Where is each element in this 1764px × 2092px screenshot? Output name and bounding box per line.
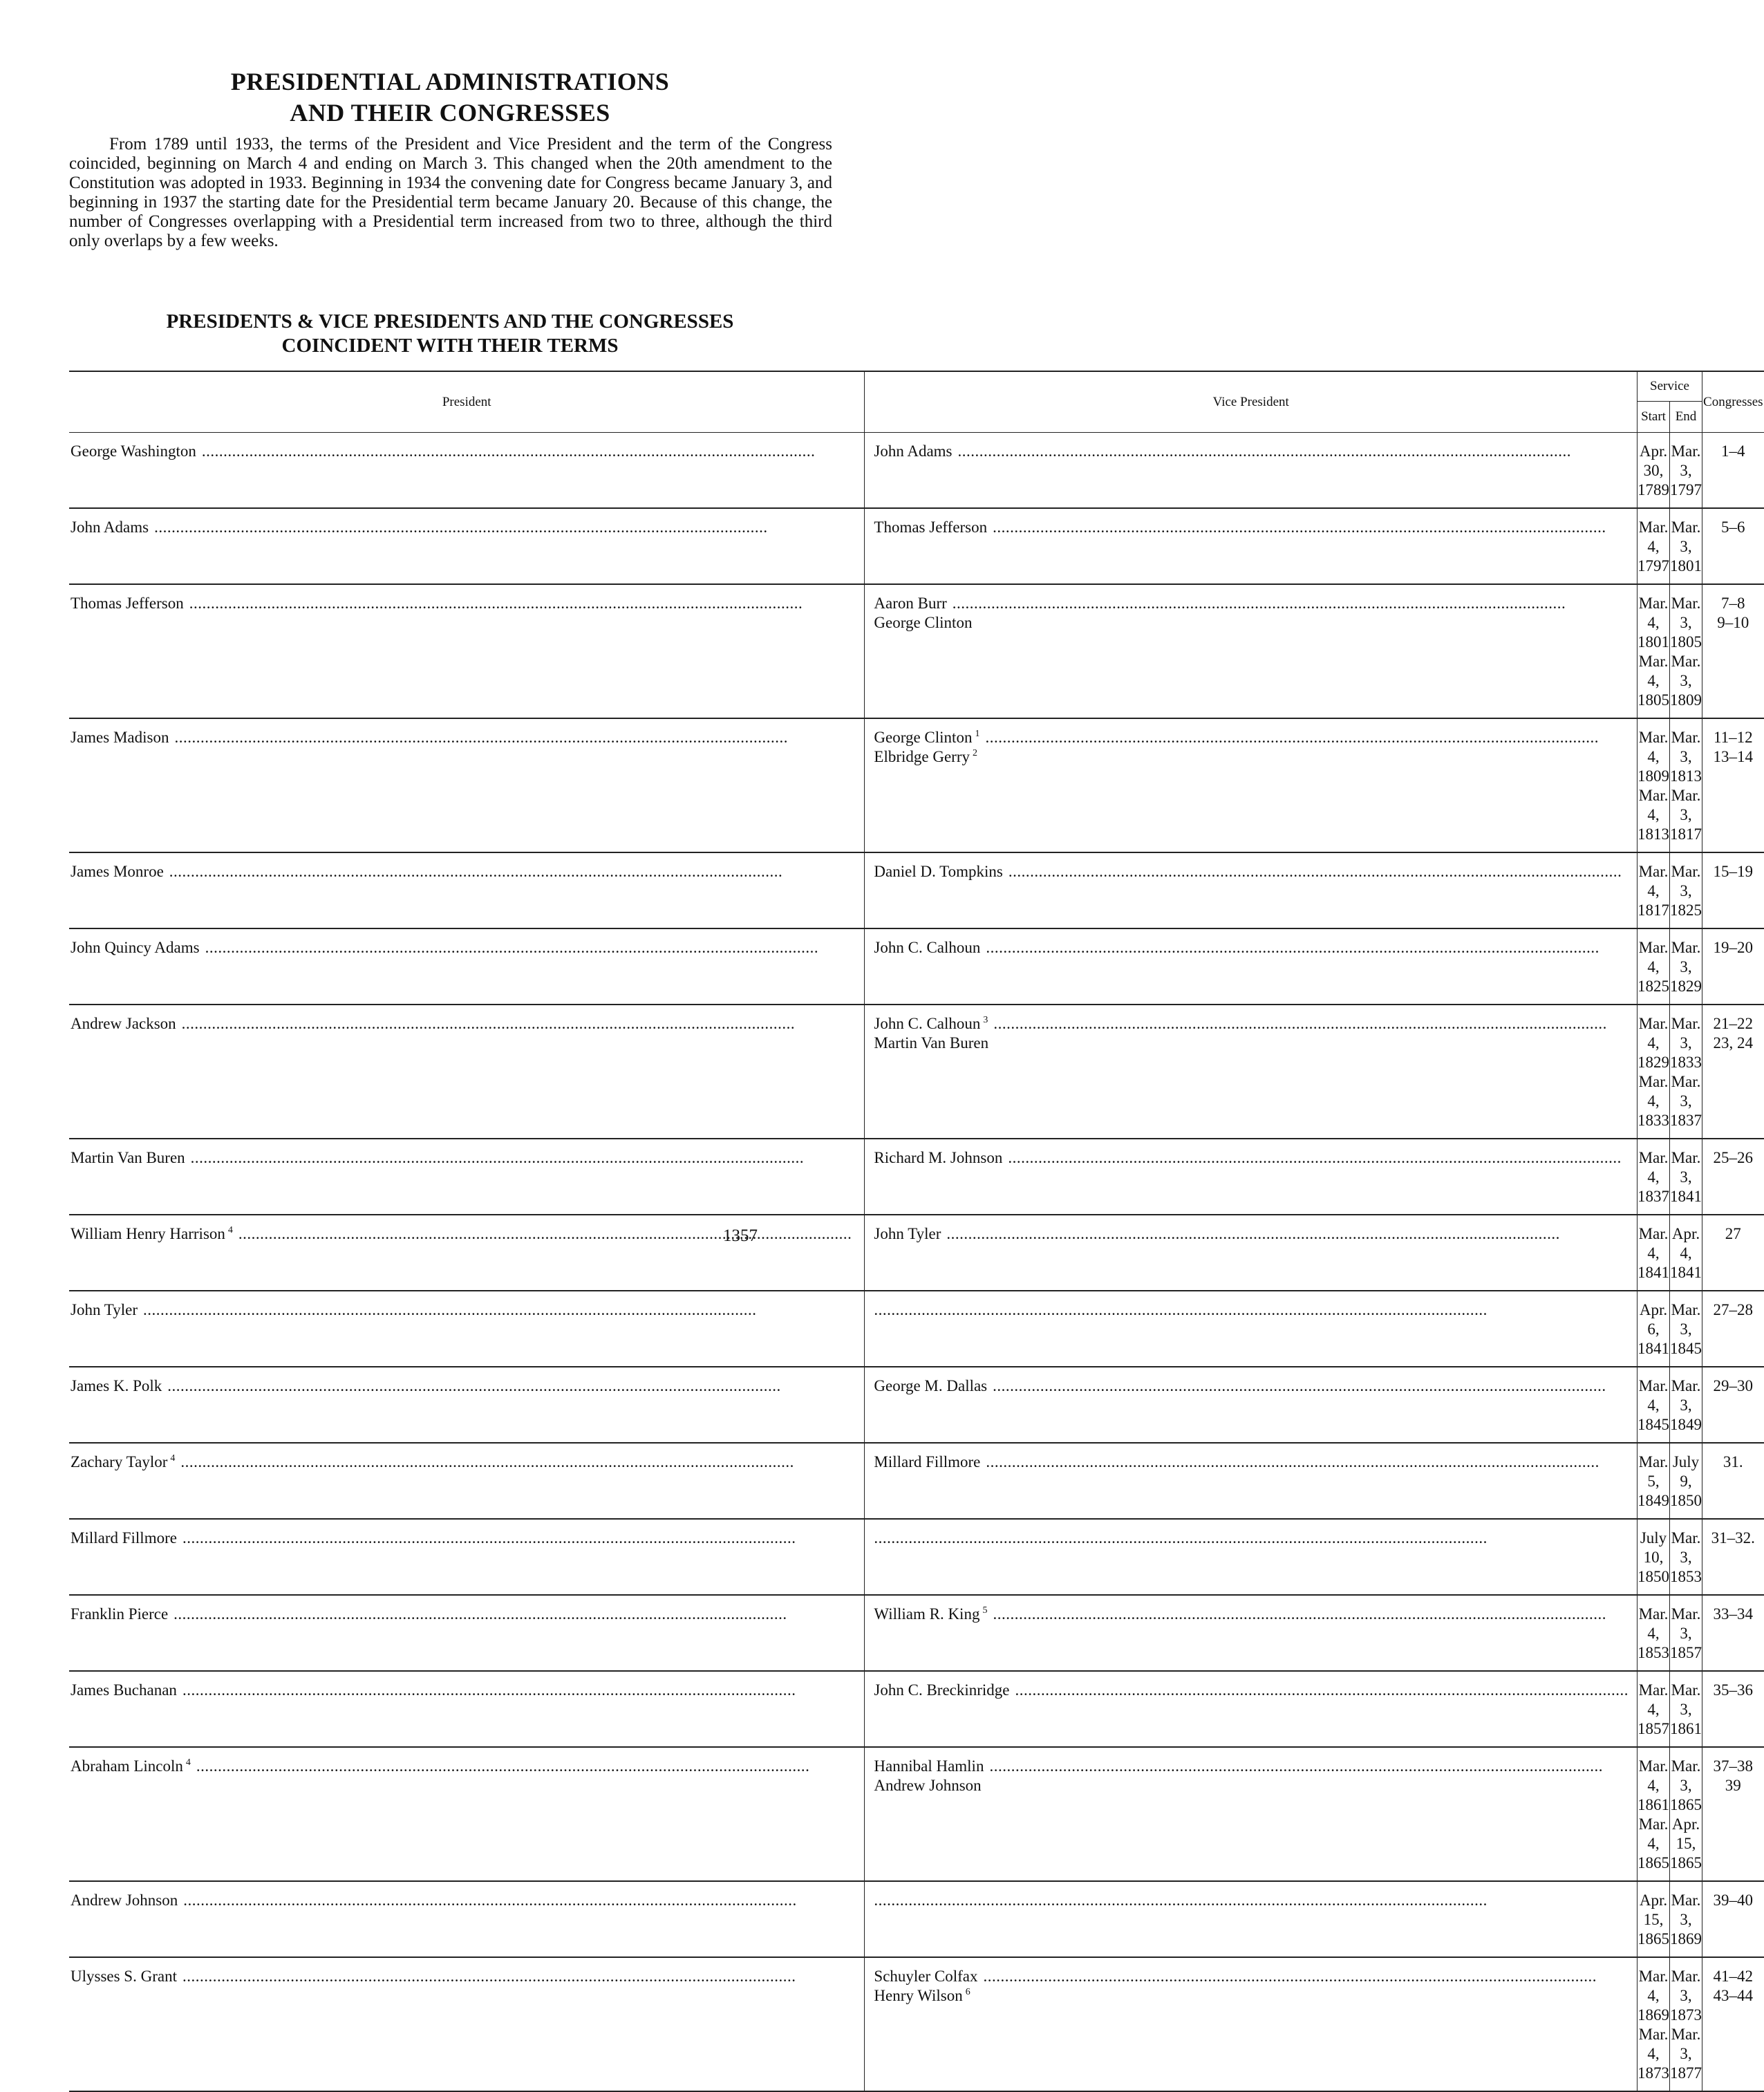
dot-leader [182, 1967, 852, 1986]
president-name: Andrew Jackson [71, 1015, 176, 1032]
end-date: Mar. 3, 1813 [1670, 729, 1702, 785]
vice-president-line [874, 938, 1629, 958]
president-cell [69, 1139, 865, 1215]
end-date: Mar. 3, 1801 [1670, 519, 1702, 575]
start-date: Mar. 4, 1845 [1638, 1377, 1670, 1433]
table-row [69, 1215, 1764, 1291]
end-date: Mar. 3, 1849 [1670, 1377, 1702, 1433]
administrations-body [69, 433, 1764, 2092]
vice-president-line [874, 1148, 1629, 1168]
president-cell [69, 1747, 865, 1881]
page-title-line: PRESIDENTIAL ADMINISTRATIONS [230, 68, 670, 95]
service-end-cell [1670, 852, 1702, 928]
congress-range: 19–20 [1713, 939, 1754, 956]
end-date: Mar. 3, 1853 [1670, 1529, 1702, 1585]
congresses-cell [1702, 584, 1764, 718]
table-row [69, 1367, 1764, 1443]
service-start-cell [1638, 1443, 1670, 1519]
president-cell [69, 852, 865, 928]
vice-president-cell [865, 1595, 1638, 1671]
dot-leader [182, 1014, 852, 1034]
service-start-cell [1638, 1005, 1670, 1139]
vice-president-cell [865, 1005, 1638, 1139]
start-date: Mar. 4, 1797 [1638, 519, 1670, 575]
service-start-cell [1638, 928, 1670, 1005]
congress-range: 39 [1725, 1777, 1741, 1794]
dot-leader [183, 1891, 852, 1910]
congresses-cell [1702, 1881, 1764, 1957]
service-end-cell [1670, 1671, 1702, 1747]
start-date: Mar. 4, 1801 [1638, 595, 1670, 651]
vice-president-line [874, 1605, 1629, 1624]
president-cell [69, 433, 865, 509]
vice-president-name: Andrew Johnson [874, 1777, 982, 1794]
footnote-marker: 2 [973, 748, 977, 758]
end-date: Mar. 3, 1869 [1670, 1892, 1702, 1948]
service-start-cell [1638, 1367, 1670, 1443]
vice-president-line [874, 1529, 1629, 1548]
dot-leader [874, 1300, 1629, 1320]
end-date: Mar. 3, 1833 [1670, 1015, 1702, 1071]
start-date: Mar. 4, 1865 [1638, 1815, 1670, 1871]
vice-president-name: John Tyler [874, 1225, 941, 1242]
table-row [69, 718, 1764, 852]
vice-president-name: Schuyler Colfax [874, 1968, 978, 1985]
table-row [69, 852, 1764, 928]
vice-president-name: Richard M. Johnson [874, 1149, 1003, 1166]
vice-president-name: George M. Dallas [874, 1377, 988, 1394]
page-number: 1357 [723, 1226, 758, 1245]
congress-range: 1–4 [1721, 442, 1745, 460]
page-title [0, 66, 900, 129]
vice-president-line [874, 613, 1629, 633]
vice-president-line [874, 747, 1629, 767]
service-end-cell [1670, 1443, 1702, 1519]
end-date: Mar. 3, 1873 [1670, 1968, 1702, 2024]
service-start-cell [1638, 1881, 1670, 1957]
end-date: Mar. 3, 1829 [1670, 939, 1702, 995]
congress-range: 27 [1725, 1225, 1741, 1242]
vice-president-name: John C. Calhoun [874, 1015, 981, 1032]
table-row [69, 1747, 1764, 1881]
service-start-cell [1638, 584, 1670, 718]
table-row [69, 508, 1764, 584]
president-name: Franklin Pierce [71, 1605, 169, 1623]
footnote-marker: 1 [975, 729, 980, 739]
service-end-cell [1670, 1595, 1702, 1671]
dot-leader [174, 728, 852, 747]
dot-leader [993, 1605, 1629, 1624]
header-service: Service [1638, 371, 1702, 402]
congresses-cell [1702, 718, 1764, 852]
end-date: Mar. 3, 1809 [1670, 653, 1702, 709]
end-date: Mar. 3, 1845 [1670, 1301, 1702, 1357]
president-name: William Henry Harrison [71, 1225, 225, 1242]
congress-range: 25–26 [1713, 1149, 1754, 1166]
table-row [69, 1139, 1764, 1215]
dot-leader [984, 1967, 1629, 1986]
vice-president-cell [865, 1747, 1638, 1881]
service-end-cell [1670, 718, 1702, 852]
congresses-cell [1702, 1957, 1764, 2091]
service-start-cell [1638, 508, 1670, 584]
congress-range: 15–19 [1713, 863, 1754, 880]
service-start-cell [1638, 852, 1670, 928]
start-date: Mar. 4, 1805 [1638, 653, 1670, 709]
start-date: Mar. 4, 1817 [1638, 863, 1670, 919]
vice-president-line [874, 862, 1629, 881]
table-row [69, 1671, 1764, 1747]
service-start-cell [1638, 1747, 1670, 1881]
end-date: Mar. 3, 1877 [1670, 2026, 1702, 2082]
dot-leader [143, 1300, 852, 1320]
vice-president-cell [865, 718, 1638, 852]
president-name: George Washington [71, 442, 196, 460]
vice-president-name: Daniel D. Tompkins [874, 863, 1003, 880]
president-name: John Adams [71, 519, 149, 536]
footnote-marker: 4 [227, 1225, 233, 1235]
dot-leader [180, 1453, 852, 1472]
end-date: Apr. 4, 1841 [1670, 1225, 1702, 1281]
congress-range: 27–28 [1713, 1301, 1754, 1318]
service-end-cell [1670, 1215, 1702, 1291]
congresses-cell [1702, 1443, 1764, 1519]
president-name: James Buchanan [71, 1681, 177, 1699]
service-start-cell [1638, 1139, 1670, 1215]
congress-range: 23, 24 [1713, 1034, 1754, 1052]
service-end-cell [1670, 1139, 1702, 1215]
dot-leader [173, 1605, 852, 1624]
dot-leader [953, 594, 1629, 613]
vice-president-line [874, 1986, 1629, 2006]
dot-leader [993, 1376, 1629, 1396]
president-cell [69, 508, 865, 584]
start-date: Mar. 4, 1873 [1638, 2026, 1670, 2082]
dot-leader [182, 1529, 852, 1548]
start-date: Mar. 4, 1841 [1638, 1225, 1670, 1281]
president-name: Ulysses S. Grant [71, 1968, 177, 1985]
service-start-cell [1638, 1595, 1670, 1671]
table-row [69, 433, 1764, 509]
page-title-line: AND THEIR CONGRESSES [290, 99, 610, 127]
vice-president-name: John C. Calhoun [874, 939, 981, 956]
end-date: Mar. 3, 1817 [1670, 787, 1702, 843]
start-date: July 10, 1850 [1638, 1529, 1670, 1585]
table-row [69, 1881, 1764, 1957]
vice-president-cell [865, 928, 1638, 1005]
footnote-marker: 4 [185, 1757, 191, 1768]
vice-president-cell [865, 1519, 1638, 1595]
president-name: Martin Van Buren [71, 1149, 185, 1166]
vice-president-line [874, 1014, 1629, 1034]
footnote-marker: 4 [170, 1453, 176, 1464]
congresses-cell [1702, 852, 1764, 928]
vice-president-line [874, 1681, 1629, 1700]
table-row [69, 1005, 1764, 1139]
service-start-cell [1638, 1671, 1670, 1747]
start-date: Mar. 4, 1825 [1638, 939, 1670, 995]
congress-range: 21–22 [1713, 1015, 1754, 1032]
start-date: Apr. 30, 1789 [1638, 442, 1670, 498]
president-cell [69, 1291, 865, 1367]
dot-leader [196, 1757, 852, 1776]
vice-president-name: Aaron Burr [874, 595, 947, 612]
president-cell [69, 928, 865, 1005]
vice-president-line [874, 1300, 1629, 1320]
end-date: Mar. 3, 1837 [1670, 1073, 1702, 1129]
end-date: Mar. 3, 1797 [1670, 442, 1702, 498]
president-name: John Tyler [71, 1301, 138, 1318]
congresses-cell [1702, 1747, 1764, 1881]
table-row [69, 1595, 1764, 1671]
dot-leader [993, 1014, 1629, 1034]
service-start-cell [1638, 433, 1670, 509]
service-end-cell [1670, 508, 1702, 584]
vice-president-cell [865, 508, 1638, 584]
service-end-cell [1670, 1747, 1702, 1881]
vice-president-line [874, 1376, 1629, 1396]
president-name: Andrew Johnson [71, 1892, 178, 1909]
congresses-cell [1702, 1595, 1764, 1671]
start-date: Apr. 6, 1841 [1638, 1301, 1670, 1357]
vice-president-cell [865, 1291, 1638, 1367]
dot-leader [1015, 1681, 1629, 1700]
vice-president-line [874, 1967, 1629, 1986]
vice-president-name: William R. King [874, 1605, 980, 1623]
congress-range: 7–8 [1721, 595, 1745, 612]
vice-president-name: Thomas Jefferson [874, 519, 988, 536]
congresses-cell [1702, 1005, 1764, 1139]
service-end-cell [1670, 928, 1702, 1005]
president-cell [69, 718, 865, 852]
congresses-cell [1702, 928, 1764, 1005]
vice-president-name: Millard Fillmore [874, 1453, 981, 1470]
service-end-cell [1670, 584, 1702, 718]
dot-leader [205, 938, 852, 958]
start-date: Mar. 4, 1813 [1638, 787, 1670, 843]
vice-president-cell [865, 433, 1638, 509]
congress-range: 31–32. [1711, 1529, 1755, 1547]
congress-range: 39–40 [1713, 1892, 1754, 1909]
footnote-marker: 6 [965, 1987, 970, 1997]
congress-range: 13–14 [1713, 748, 1754, 765]
start-date: Mar. 4, 1853 [1638, 1605, 1670, 1661]
intro-paragraph [69, 135, 832, 251]
president-cell [69, 1671, 865, 1747]
table-row [69, 928, 1764, 1005]
vice-president-cell [865, 852, 1638, 928]
vice-president-line [874, 728, 1629, 747]
president-name: Abraham Lincoln [71, 1757, 183, 1775]
header-vice-president: Vice President [865, 371, 1638, 433]
end-date: Mar. 3, 1865 [1670, 1757, 1702, 1813]
vice-president-line [874, 1757, 1629, 1776]
congresses-cell [1702, 508, 1764, 584]
president-name: Thomas Jefferson [71, 595, 184, 612]
service-end-cell [1670, 433, 1702, 509]
vice-president-name: Elbridge Gerry [874, 748, 970, 765]
service-start-cell [1638, 1215, 1670, 1291]
dot-leader [154, 518, 852, 537]
vice-president-cell [865, 1443, 1638, 1519]
president-name: James Madison [71, 729, 169, 746]
vice-president-name: Hannibal Hamlin [874, 1757, 984, 1775]
congresses-cell [1702, 1519, 1764, 1595]
president-cell [69, 584, 865, 718]
president-name: John Quincy Adams [71, 939, 200, 956]
congress-range: 43–44 [1713, 1987, 1754, 2004]
vice-president-cell [865, 1215, 1638, 1291]
service-end-cell [1670, 1367, 1702, 1443]
congress-range: 5–6 [1721, 519, 1745, 536]
service-end-cell [1670, 1005, 1702, 1139]
start-date: Mar. 4, 1833 [1638, 1073, 1670, 1129]
congress-range: 41–42 [1713, 1968, 1754, 1985]
table-row [69, 1519, 1764, 1595]
table-row [69, 1957, 1764, 2091]
president-name: Zachary Taylor [71, 1453, 168, 1470]
vice-president-line [874, 442, 1629, 461]
vice-president-name: John Adams [874, 442, 953, 460]
start-date: Mar. 4, 1869 [1638, 1968, 1670, 2024]
vice-president-line [874, 1776, 1629, 1795]
intro-text: From 1789 until 1933, the terms of the President and Vice President and the term of the Congress coincided, beginning on March 4 and ending on March 3. This changed when the 20th amendment to the Constitution was adopted in 1933. Beginning in 1934 the convening date for Congress became January 3, and beginning in 1937 the starting date for the Presidential term became January 20. Because of this change, the number of Congresses overlapping with a Presidential term increased from two to three, although the third only overlaps by a few weeks. [69, 135, 832, 250]
dot-leader [191, 1148, 852, 1168]
dot-leader [989, 1757, 1629, 1776]
president-name: James Monroe [71, 863, 164, 880]
congresses-cell [1702, 433, 1764, 509]
dot-leader [182, 1681, 852, 1700]
vice-president-line [874, 1224, 1629, 1244]
dot-leader [202, 442, 852, 461]
congresses-cell [1702, 1215, 1764, 1291]
congress-range: 31. [1723, 1453, 1743, 1470]
end-date: Mar. 3, 1861 [1670, 1681, 1702, 1737]
service-start-cell [1638, 1291, 1670, 1367]
dot-leader [169, 862, 852, 881]
start-date: Apr. 15, 1865 [1638, 1892, 1670, 1948]
footnote-marker: 3 [983, 1015, 988, 1025]
dot-leader [993, 518, 1629, 537]
vice-president-line [874, 1034, 1629, 1053]
start-date: Mar. 4, 1861 [1638, 1757, 1670, 1813]
congress-range: 29–30 [1713, 1377, 1754, 1394]
start-date: Mar. 4, 1829 [1638, 1015, 1670, 1071]
start-date: Mar. 4, 1809 [1638, 729, 1670, 785]
president-cell [69, 1519, 865, 1595]
vice-president-name: George Clinton [874, 729, 973, 746]
president-cell [69, 1443, 865, 1519]
congress-range: 35–36 [1713, 1681, 1754, 1699]
service-start-cell [1638, 1957, 1670, 2091]
vice-president-line [874, 1453, 1629, 1472]
service-end-cell [1670, 1881, 1702, 1957]
vice-president-name: George Clinton [874, 614, 973, 631]
dot-leader [1008, 1148, 1629, 1168]
president-cell [69, 1005, 865, 1139]
start-date: Mar. 5, 1849 [1638, 1453, 1670, 1509]
vice-president-name: Henry Wilson [874, 1987, 963, 2004]
table-row [69, 584, 1764, 718]
congress-range: 11–12 [1713, 729, 1753, 746]
header-congresses: Congresses [1702, 371, 1764, 433]
service-end-cell [1670, 1957, 1702, 2091]
header-end: End [1670, 402, 1702, 433]
dot-leader [167, 1376, 852, 1396]
dot-leader [1008, 862, 1629, 881]
president-cell [69, 1367, 865, 1443]
vice-president-line [874, 594, 1629, 613]
president-cell [69, 1957, 865, 2091]
end-date: Mar. 3, 1857 [1670, 1605, 1702, 1661]
dot-leader [985, 728, 1629, 747]
dot-leader [189, 594, 852, 613]
congresses-cell [1702, 1671, 1764, 1747]
dot-leader [986, 1453, 1629, 1472]
dot-leader [986, 938, 1629, 958]
congress-range: 33–34 [1713, 1605, 1754, 1623]
header-start: Start [1638, 402, 1670, 433]
vice-president-line [874, 518, 1629, 537]
end-date: Mar. 3, 1841 [1670, 1149, 1702, 1205]
table-title-line: COINCIDENT WITH THEIR TERMS [281, 335, 619, 357]
congresses-cell [1702, 1139, 1764, 1215]
vice-president-cell [865, 1957, 1638, 2091]
table-title [0, 310, 900, 358]
vice-president-cell [865, 1139, 1638, 1215]
congresses-cell [1702, 1291, 1764, 1367]
service-end-cell [1670, 1519, 1702, 1595]
dot-leader [238, 1224, 852, 1244]
vice-president-cell [865, 1367, 1638, 1443]
dot-leader [946, 1224, 1629, 1244]
president-cell [69, 1595, 865, 1671]
end-date: Apr. 15, 1865 [1670, 1815, 1702, 1871]
header-president: President [69, 371, 865, 433]
service-start-cell [1638, 1519, 1670, 1595]
vice-president-cell [865, 584, 1638, 718]
table-row [69, 1443, 1764, 1519]
vice-president-name: John C. Breckinridge [874, 1681, 1010, 1699]
administrations-table [69, 371, 1764, 2092]
vice-president-cell [865, 1671, 1638, 1747]
dot-leader [874, 1529, 1629, 1548]
president-name: Millard Fillmore [71, 1529, 177, 1547]
dot-leader [874, 1891, 1629, 1910]
table-row [69, 1291, 1764, 1367]
vice-president-line [874, 1891, 1629, 1910]
dot-leader [958, 442, 1629, 461]
table-title-line: PRESIDENTS & VICE PRESIDENTS AND THE CONGRESSES [166, 310, 734, 333]
president-cell [69, 1881, 865, 1957]
start-date: Mar. 4, 1857 [1638, 1681, 1670, 1737]
start-date: Mar. 4, 1837 [1638, 1149, 1670, 1205]
end-date: Mar. 3, 1805 [1670, 595, 1702, 651]
congress-range: 37–38 [1713, 1757, 1754, 1775]
congresses-cell [1702, 1367, 1764, 1443]
service-end-cell [1670, 1291, 1702, 1367]
footnote-marker: 5 [982, 1605, 988, 1616]
service-start-cell [1638, 718, 1670, 852]
end-date: Mar. 3, 1825 [1670, 863, 1702, 919]
end-date: July 9, 1850 [1670, 1453, 1702, 1509]
vice-president-name: Martin Van Buren [874, 1034, 989, 1052]
congress-range: 9–10 [1717, 614, 1749, 631]
president-name: James K. Polk [71, 1377, 162, 1394]
vice-president-cell [865, 1881, 1638, 1957]
